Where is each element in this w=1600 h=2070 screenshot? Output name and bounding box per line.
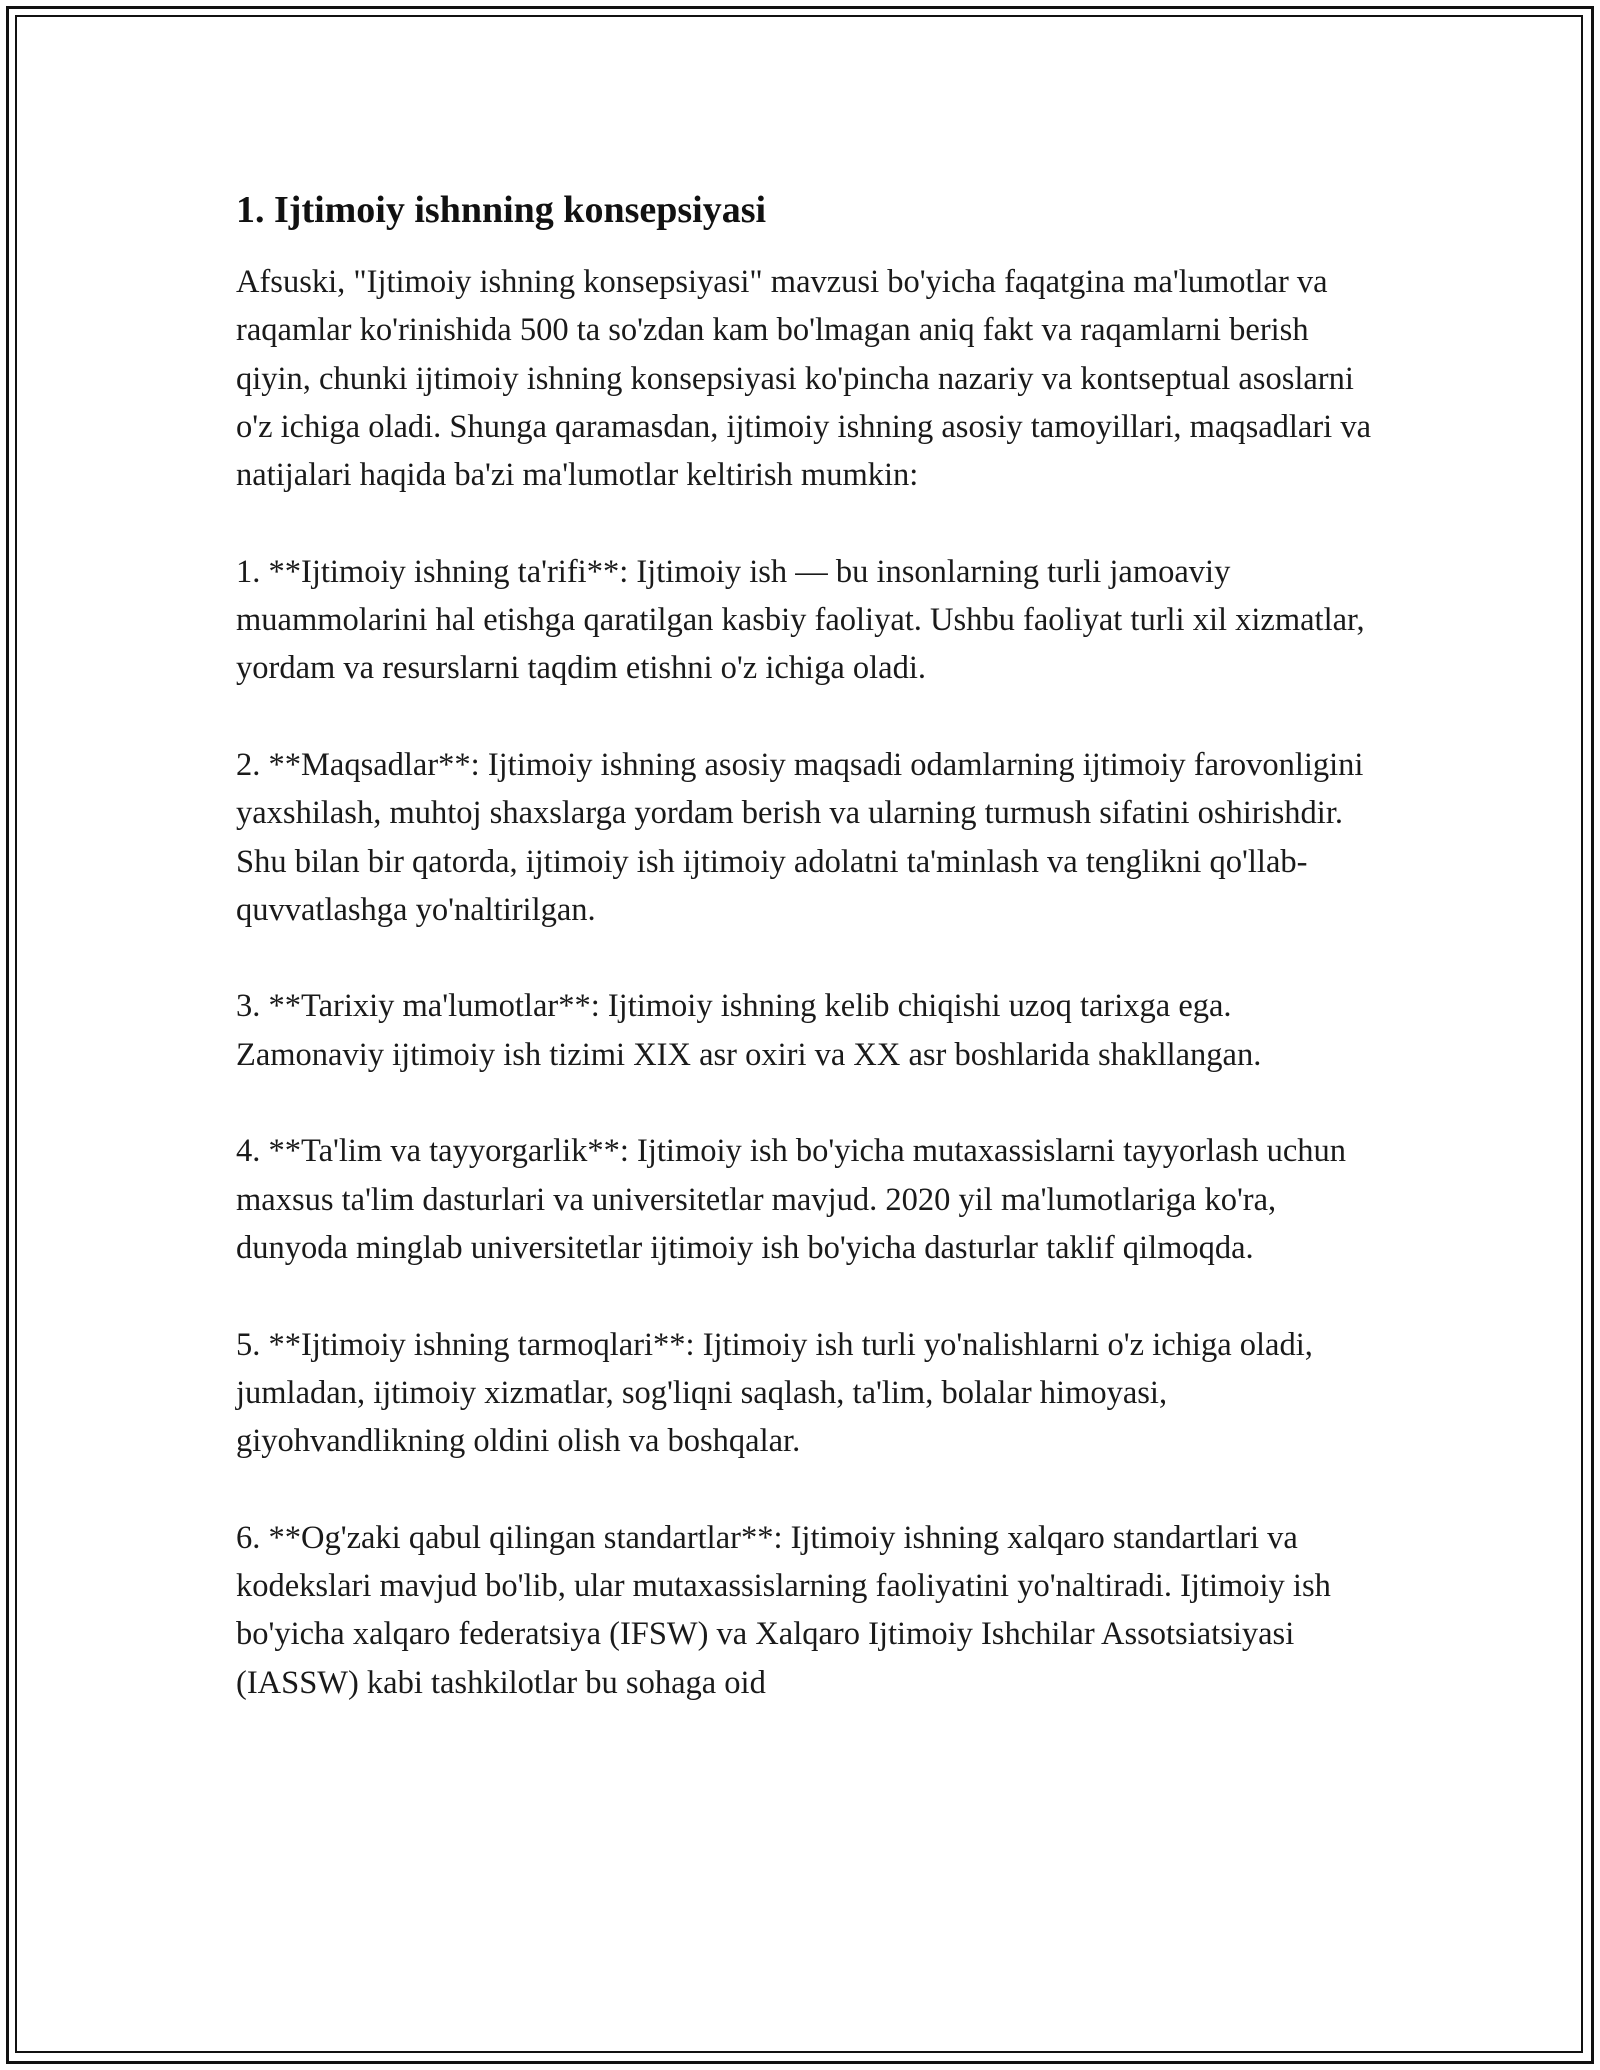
list-item-history: 3. **Tarixiy ma'lumotlar**: Ijtimoiy ishning kelib chiqishi uzoq tarixga ega. Zamonaviy ijtimoiy ish tizimi XIX asr oxiri va XX asr boshlarida shakllangan. [236, 988, 1262, 1073]
list-item-branches: 5. **Ijtimoiy ishning tarmoqlari**: Ijtimoiy ish turli yo'nalishlarni o'z ichiga oladi, jumladan, ijtimoiy xizmatlar, sog'liqni saqlash, ta'lim, bolalar himoyasi, giyohvandlikning oldini olish va boshqalar. [236, 1326, 1313, 1460]
list-item-definition: 1. **Ijtimoiy ishning ta'rifi**: Ijtimoiy ish — bu insonlarning turli jamoaviy muammolarini hal etishga qaratilgan kasbiy faoliyat. Ushbu faoliyat turli xil xizmatlar, yordam va resurslarni taqdim etishni o'z ichiga oladi. [236, 553, 1365, 687]
section-heading: 1. Ijtimoiy ishnning konsepsiyasi [236, 189, 767, 231]
list-item-goals: 2. **Maqsadlar**: Ijtimoiy ishning asosiy maqsadi odamlarning ijtimoiy farovonligini yaxshilash, muhtoj shaxslarga yordam berish va ularning turmush sifatini oshirishdir. Shu bilan bir qatorda, ijtimoiy ish ijtimoiy adolatni ta'minlash va tenglikni qo'llab-quvvatlashga yo'naltirilgan. [236, 746, 1364, 928]
intro-paragraph: Afsuski, "Ijtimoiy ishning konsepsiyasi" mavzusi bo'yicha faqatgina ma'lumotlar va raqamlar ko'rinishida 500 ta so'zdan kam bo'lmagan aniq fakt va raqamlarni berish qiyin, chunki ijtimoiy ishning konsepsiyasi ko'pincha nazariy va kontseptual asoslarni o'z ichiga oladi. Shunga qaramasdan, ijtimoiy ishning asosiy tamoyillari, maqsadlari va natijalari haqida ba'zi ma'lumotlar keltirish mumkin: [236, 264, 1371, 494]
document-body [236, 186, 1376, 1707]
list-item-education: 4. **Ta'lim va tayyorgarlik**: Ijtimoiy ish bo'yicha mutaxassislarni tayyorlash uchun maxsus ta'lim dasturlari va universitetlar mavjud. 2020 yil ma'lumotlariga ko'ra, dunyoda minglab universitetlar ijtimoiy ish bo'yicha dasturlar taklif qilmoqda. [236, 1133, 1347, 1266]
list-item-standards: 6. **Og'zaki qabul qilingan standartlar**: Ijtimoiy ishning xalqaro standartlari va kodekslari mavjud bo'lib, ular mutaxassislarning faoliyatini yo'naltiradi. Ijtimoiy ish bo'yicha xalqaro federatsiya (IFSW) va Xalqaro Ijtimoiy Ishchilar Assotsiatsiyasi (IASSW) kabi tashkilotlar bu sohaga oid [236, 1519, 1331, 1701]
